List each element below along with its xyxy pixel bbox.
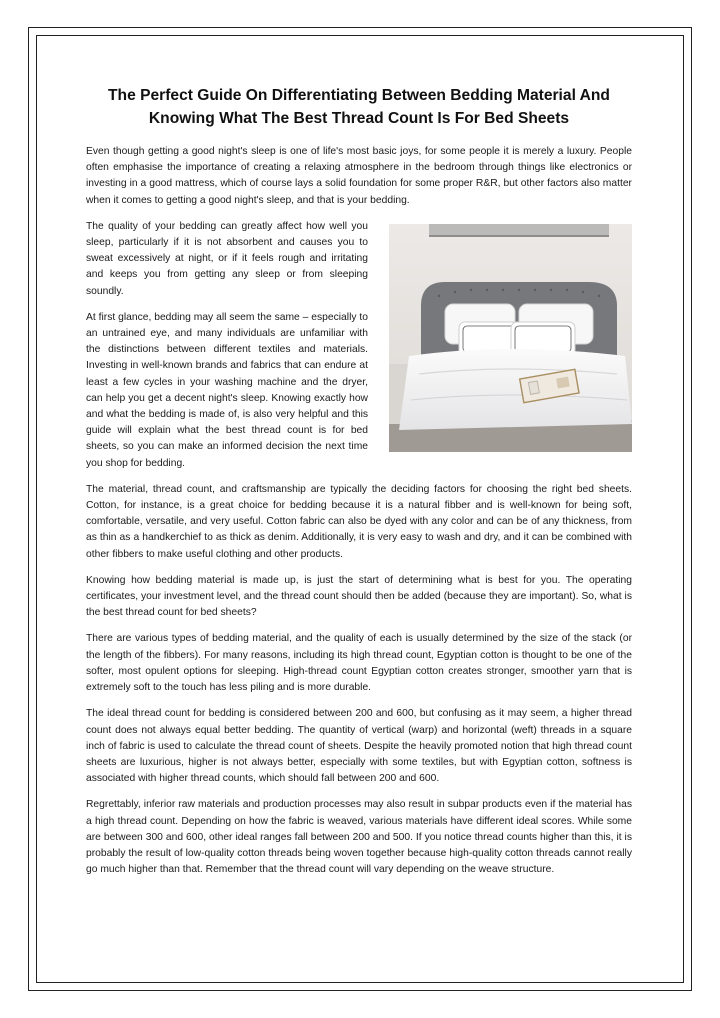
body-paragraph-4: The ideal thread count for bedding is considered between 200 and 600, but confusing as it may seem, a higher thread count does not always equal better bedding. The quantity of vertical (warp) and horizontal (weft) threads in a square inch of fabric is used to calculate the thread count of sheets. Despite the heavily promoted notion that high thread count sheets are luxurious, higher is not always better, especially with some textiles, but with Egyptian cotton, softness is associated with higher thread counts, which should fall between 200 and 600. (86, 708, 632, 785)
article (86, 84, 632, 888)
bedroom-photo (389, 224, 632, 452)
body-paragraph-1: The material, thread count, and craftsmanship are typically the deciding factors for choosing the right bed sheets. Cotton, for instance, is a great choice for bedding because it is a natural fibber and is well-known for being soft, comfortable, versatile, and very useful. Cotton fabric can also be dyed with any color and can be of any thickness, from as thin as a handkerchief to as thick as denim. Additionally, it is very easy to wash and dry, and it can be combined with other fibbers to make useful clothing and other products. (86, 483, 632, 560)
intro-paragraph: Even though getting a good night's sleep is one of life's most basic joys, for some people it is merely a luxury. People often emphasise the importance of creating a relaxing atmosphere in the bedroom through things like electronics or investing in a good mattress, which of course lays a solid foundation for some proper R&R, but other factors also matter when it comes to getting a good night's sleep, and that is your bedding. (86, 146, 632, 206)
text-with-image (86, 219, 632, 472)
body-paragraph-3: There are various types of bedding material, and the quality of each is usually determined by the size of the stack (or the length of the fibbers). For many reasons, including its high thread count, Egyptian cotton is thought to be one of the softer, most opulent options for sleeping. High-thread count Egyptian cotton creates stronger, smoother yarn that is extremely soft to the touch has less piling and is more durable. (86, 633, 632, 694)
side-column (86, 219, 368, 472)
article-title: The Perfect Guide On Differentiating Between Bedding Material And Knowing What The Best Thread Count Is For Bed Sheets (108, 87, 610, 127)
body-paragraph-5: Regrettably, inferior raw materials and production processes may also result in subpar products even if the material has a high thread count. Depending on how the fabric is weaved, various materials have different ideal scores. While some are between 300 and 600, other ideal ranges fall between 200 and 500. If you notice thread counts higher than this, it is probably the result of low-quality cotton threads being woven together because high-quality cotton threads cannot really go much higher than that. Remember that the thread count will vary depending on the weave structure. (86, 799, 632, 876)
side-paragraph-1: The quality of your bedding can greatly affect how well you sleep, particularly if it is not absorbent and causes you to sweat excessively at night, or if it feels rough and irritating and keeps you from getting any sleep or from sleeping soundly. (86, 220, 368, 297)
body-paragraph-2: Knowing how bedding material is made up, is just the start of determining what is best for you. The operating certificates, your investment level, and the thread count should then be added (because they are important). So, what is the best thread count for bed sheets? (86, 574, 632, 619)
side-paragraph-2: At first glance, bedding may all seem the same – especially to an untrained eye, and many individuals are unfamiliar with the distinctions between different textiles and materials. Investing in well-known brands and fabrics that can endure at least a few cycles in your washing machine and the dryer, can help you get a decent night's sleep. Knowing exactly how and what the bedding is made of, is also very helpful and this guide will explain what the best thread count is for bed sheets, so you can make an informed decision the next time you shop for bedding. (86, 311, 368, 469)
